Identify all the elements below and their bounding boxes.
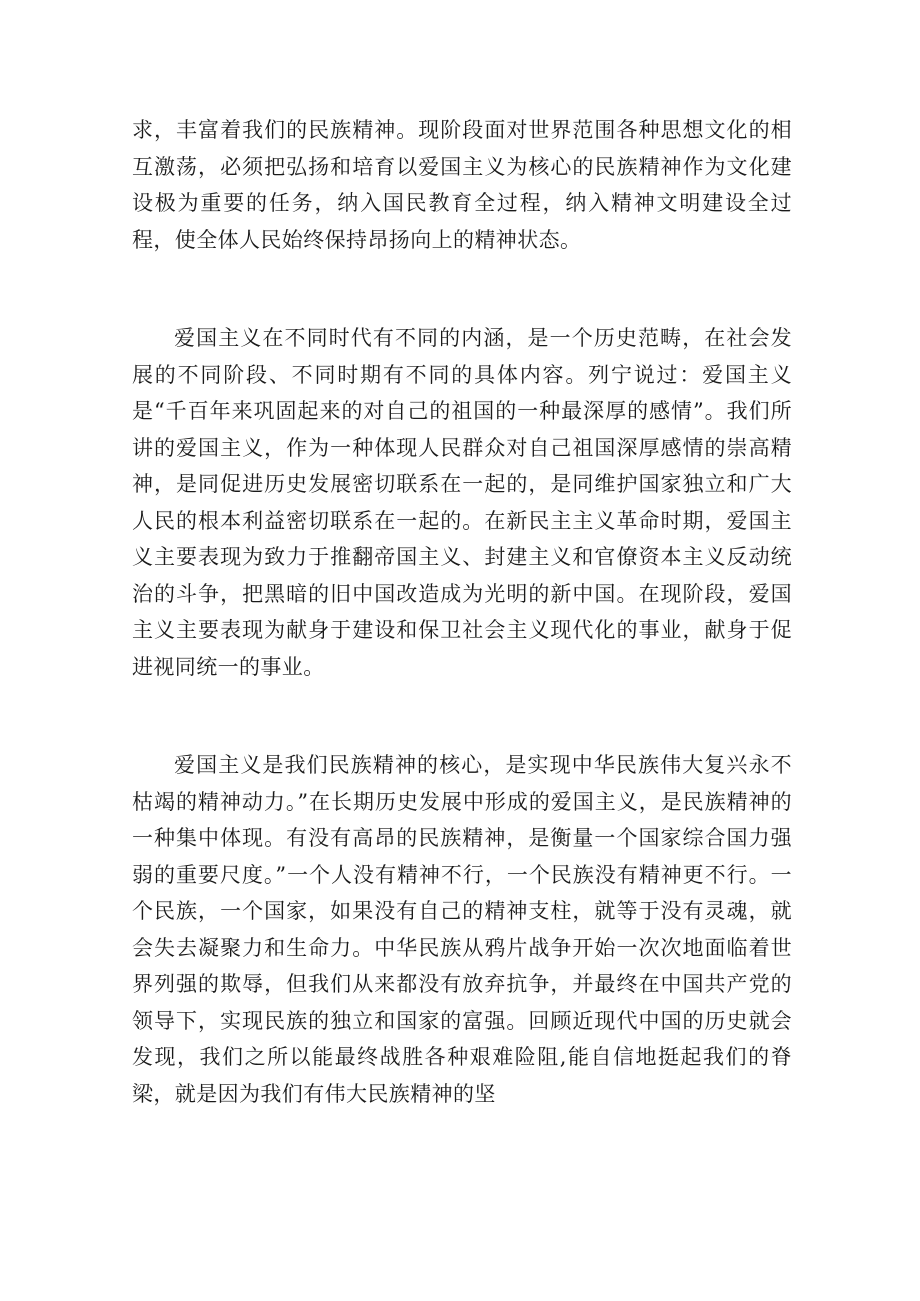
body-paragraph-2: 爱国主义在不同时代有不同的内涵，是一个历史范畴，在社会发展的不同阶段、不同时期有不同的具体内容。列宁说过：爱国主义是“千百年来巩固起来的对自己的祖国的一种最深厚的感情”。我们所讲的爱国主义，作为一种体现人民群众对自己祖国深厚感情的崇高精神，是同促进历史发展密切联系在一起的，是同维护国家独立和广大人民的根本利益密切联系在一起的。在新民主主义革命时期，爱国主义主要表现为致力于推翻帝国主义、封建主义和官僚资本主义反动统治的斗争，把黑暗的旧中国改造成为光明的新中国。在现阶段，爱国主义主要表现为献身于建设和保卫社会主义现代化的事业，献身于促进视同统一的事业。 [132, 326, 792, 679]
body-paragraph-3: 爱国主义是我们民族精神的核心，是实现中华民族伟大复兴永不枯竭的精神动力。”在长期历史发展中形成的爱国主义，是民族精神的一种集中体现。有没有高昂的民族精神，是衡量一个国家综合国力强弱的重要尺度。”一个人没有精神不行，一个民族没有精神更不行。一个民族，一个国家，如果没有自己的精神支柱，就等于没有灵魂，就会失去凝聚力和生命力。中华民族从鸦片战争开始一次次地面临着世界列强的欺辱，但我们从来都没有放弃抗争，并最终在中国共产党的领导下，实现民族的独立和国家的富强。回顾近现代中国的历史就会发现，我们之所以能最终战胜各种艰难险阻,能自信地挺起我们的脊梁，就是因为我们有伟大民族精神的坚 [132, 753, 792, 1106]
body-paragraph-1: 求，丰富着我们的民族精神。现阶段面对世界范围各种思想文化的相互激荡，必须把弘扬和培育以爱国主义为核心的民族精神作为文化建设极为重要的任务，纳入国民教育全过程，纳入精神文明建设全过程，使全体人民始终保持昂扬向上的精神状态。 [132, 118, 792, 252]
